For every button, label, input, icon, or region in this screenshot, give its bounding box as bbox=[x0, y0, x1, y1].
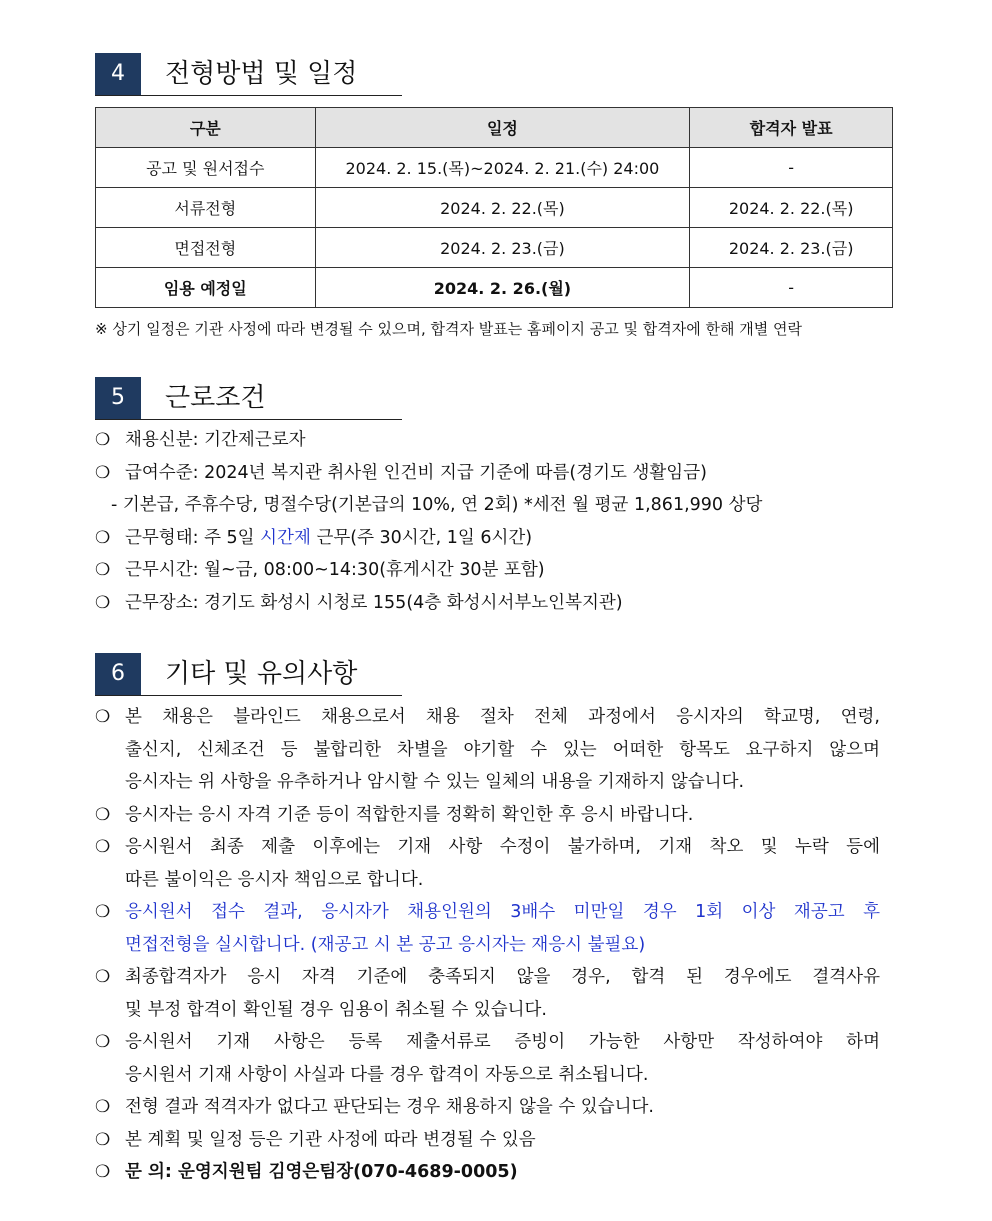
list-item bbox=[95, 587, 895, 620]
circle-bullet-icon: ❍ bbox=[95, 430, 111, 450]
notice-list bbox=[95, 701, 880, 1189]
table-cell: 2024. 2. 23.(금) bbox=[690, 228, 893, 268]
item-text: 근무형태: 주 5일 bbox=[125, 527, 261, 548]
table-cell: - bbox=[690, 148, 893, 188]
item-line: 응시자는 응시 자격 기준 등이 적합한지를 정확히 확인한 후 응시 바랍니다. bbox=[125, 804, 694, 825]
section-6-header bbox=[95, 653, 402, 696]
item-line: 및 부정 합격이 확인될 경우 임용이 취소될 수 있습니다. bbox=[125, 999, 547, 1020]
item-text: 급여수준: 2024년 복지관 취사원 인건비 지급 기준에 따름(경기도 생활임금) bbox=[125, 462, 707, 483]
table-cell: 공고 및 원서접수 bbox=[96, 148, 316, 188]
table-cell: 면접전형 bbox=[96, 228, 316, 268]
table-cell: 2024. 2. 23.(금) bbox=[315, 228, 690, 268]
list-item bbox=[95, 522, 895, 555]
table-row bbox=[96, 268, 893, 308]
item-line: 본 채용은 블라인드 채용으로서 채용 절차 전체 과정에서 응시자의 학교명, 연령, bbox=[125, 707, 880, 727]
header-announcement: 합격자 발표 bbox=[690, 108, 893, 148]
circle-bullet-icon: ❍ bbox=[95, 560, 111, 580]
section-number: 4 bbox=[95, 53, 141, 95]
section-number: 6 bbox=[95, 653, 141, 695]
list-item bbox=[95, 457, 895, 490]
item-line: 응시원서 최종 제출 이후에는 기재 사항 수정이 불가하며, 기재 착오 및 누락 등에 bbox=[125, 837, 880, 857]
table-cell: 임용 예정일 bbox=[96, 268, 316, 308]
list-subitem: - 기본급, 주휴수당, 명절수당(기본급의 10%, 연 2회) *세전 월 평균 1,861,990 상당 bbox=[111, 495, 763, 515]
circle-bullet-icon: ❍ bbox=[95, 707, 111, 727]
table-cell: 2024. 2. 22.(목) bbox=[315, 188, 690, 228]
list-item bbox=[95, 701, 880, 799]
item-text: 근무장소: 경기도 화성시 시청로 155(4층 화성시서부노인복지관) bbox=[125, 592, 623, 613]
item-line: 응시자는 위 사항을 유추하거나 암시할 수 있는 일체의 내용을 기재하지 않습니다. bbox=[125, 772, 745, 792]
item-line: 출신지, 신체조건 등 불합리한 차별을 야기할 수 있는 어떠한 항목도 요구하지 않으며 bbox=[125, 739, 880, 760]
section-title: 전형방법 및 일정 bbox=[165, 59, 358, 89]
table-row bbox=[96, 228, 893, 268]
schedule-table bbox=[95, 107, 893, 308]
header-schedule: 일정 bbox=[315, 108, 690, 148]
circle-bullet-icon: ❍ bbox=[95, 804, 111, 825]
list-item bbox=[95, 1026, 880, 1091]
circle-bullet-icon: ❍ bbox=[95, 592, 111, 613]
section-4-header bbox=[95, 53, 402, 96]
list-item bbox=[95, 1156, 880, 1189]
section-title: 근로조건 bbox=[165, 383, 266, 413]
table-cell: 2024. 2. 15.(목)~2024. 2. 21.(수) 24:00 bbox=[315, 148, 690, 188]
circle-bullet-icon: ❍ bbox=[95, 1097, 111, 1117]
list-item bbox=[95, 554, 895, 587]
list-item bbox=[95, 1124, 880, 1157]
list-item bbox=[95, 961, 880, 1026]
circle-bullet-icon: ❍ bbox=[95, 1162, 111, 1182]
item-line: 응시원서 기재 사항이 사실과 다를 경우 합격이 자동으로 취소됩니다. bbox=[125, 1064, 649, 1085]
item-text: 채용신분: 기간제근로자 bbox=[125, 430, 306, 450]
item-line: 따른 불이익은 응시자 책임으로 합니다. bbox=[125, 869, 424, 890]
table-cell: 2024. 2. 26.(월) bbox=[315, 268, 690, 308]
table-header-row bbox=[96, 108, 893, 148]
list-item bbox=[95, 1091, 880, 1124]
list-item bbox=[95, 424, 895, 457]
section-number: 5 bbox=[95, 377, 141, 419]
schedule-note: ※ 상기 일정은 기관 사정에 따라 변경될 수 있으며, 합격자 발표는 홈페이지 공고 및 합격자에 한해 개별 연락 bbox=[95, 320, 802, 338]
circle-bullet-icon: ❍ bbox=[95, 1129, 111, 1150]
item-line: 전형 결과 적격자가 없다고 판단되는 경우 채용하지 않을 수 있습니다. bbox=[125, 1097, 654, 1117]
circle-bullet-icon: ❍ bbox=[95, 1032, 111, 1052]
contact-info: 문 의: 운영지원팀 김영은팀장(070-4689-0005) bbox=[125, 1162, 518, 1182]
list-item bbox=[95, 896, 880, 961]
table-row bbox=[96, 188, 893, 228]
section-title: 기타 및 유의사항 bbox=[165, 659, 358, 689]
item-line: 최종합격자가 응시 자격 기준에 충족되지 않을 경우, 합격 된 경우에도 결격사유 bbox=[125, 967, 880, 987]
work-conditions-list bbox=[95, 424, 895, 619]
section-5-header bbox=[95, 377, 402, 420]
list-item bbox=[95, 831, 880, 896]
item-line: 면접전형을 실시합니다. (재공고 시 본 공고 응시자는 재응시 불필요) bbox=[125, 934, 646, 955]
highlight-text: 시간제 bbox=[260, 527, 311, 548]
item-text: 근무시간: 월~금, 08:00~14:30(휴게시간 30분 포함) bbox=[125, 560, 545, 580]
circle-bullet-icon: ❍ bbox=[95, 902, 111, 922]
circle-bullet-icon: ❍ bbox=[95, 527, 111, 548]
list-item bbox=[95, 799, 880, 832]
item-line: 본 계획 및 일정 등은 기관 사정에 따라 변경될 수 있음 bbox=[125, 1129, 536, 1150]
table-cell: 서류전형 bbox=[96, 188, 316, 228]
item-text: 근무(주 30시간, 1일 6시간) bbox=[310, 527, 533, 548]
circle-bullet-icon: ❍ bbox=[95, 967, 111, 987]
item-line: 응시원서 기재 사항은 등록 제출서류로 증빙이 가능한 사항만 작성하여야 하며 bbox=[125, 1032, 880, 1052]
table-cell: - bbox=[690, 268, 893, 308]
circle-bullet-icon: ❍ bbox=[95, 837, 111, 857]
item-line: 응시원서 접수 결과, 응시자가 채용인원의 3배수 미만일 경우 1회 이상 재공고 후 bbox=[125, 902, 880, 922]
circle-bullet-icon: ❍ bbox=[95, 462, 111, 483]
table-row bbox=[96, 148, 893, 188]
table-cell: 2024. 2. 22.(목) bbox=[690, 188, 893, 228]
header-category: 구분 bbox=[96, 108, 316, 148]
